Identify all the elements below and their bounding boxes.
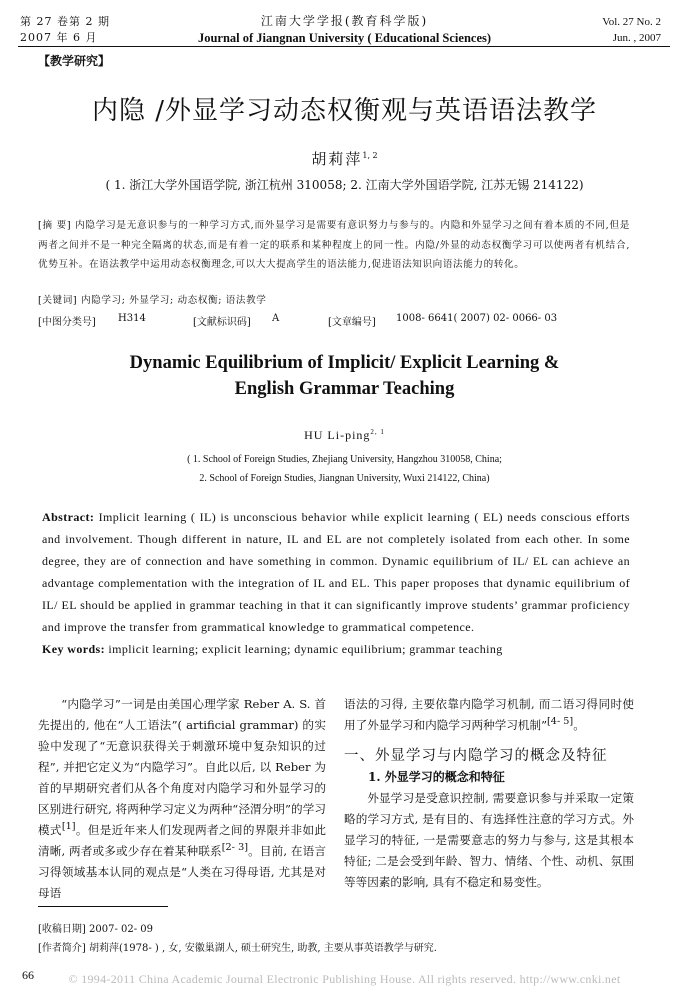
abstract-en-label: Abstract: bbox=[42, 510, 95, 524]
keywords-en-label: Key words: bbox=[42, 642, 105, 656]
body-right-text-b: 。 bbox=[573, 718, 585, 732]
journal-volume-info-en bbox=[602, 14, 661, 46]
body-column-right bbox=[344, 694, 634, 893]
author-bio-label: [作者简介] bbox=[38, 943, 86, 954]
keywords-en-text: implicit learning; explicit learning; dynamic equilibrium; grammar teaching bbox=[108, 642, 503, 656]
citation-ref: [2- 3] bbox=[221, 842, 249, 854]
author-en-sup: 2, 1 bbox=[370, 428, 385, 436]
received-date: 2007- 02- 09 bbox=[89, 924, 154, 935]
abstract-en bbox=[42, 506, 630, 660]
affiliation-en-line1: ( 1. School of Foreign Studies, Zhejiang University, Hangzhou 310058, China; bbox=[187, 454, 502, 465]
subsection-heading: 1. 外显学习的概念和特征 bbox=[368, 770, 505, 784]
citation-ref: [1] bbox=[61, 821, 76, 833]
footnote-divider bbox=[38, 906, 168, 907]
author-cn bbox=[0, 148, 689, 169]
page-number: 66 bbox=[22, 968, 34, 982]
volume-issue: 第 27 卷第 2 期 bbox=[20, 15, 110, 28]
journal-title-en: Journal of Jiangnan University ( Educational Sciences) bbox=[197, 31, 492, 45]
header-divider bbox=[18, 46, 670, 47]
keywords-cn bbox=[38, 292, 266, 306]
footnote-author-bio bbox=[38, 939, 437, 954]
body-left-text-a: “内隐学习”一词是由美国心理学家 Reber A. S. 首先提出的, 他在“人工语法”( artificial grammar) 的实验中发现了“无意识获得关于刺激环境中复杂知识的过程”, 并把它定义为“内隐学习”。自此以后, 以 Reber 为首的早期研究者们从各个角度对内隐学习和外显学习的区别进行研究, 将两种学习定义为两种“泾渭分明”的学习模式 bbox=[38, 697, 326, 837]
body-left-text-c: 。目前, 在语言习得领域基本认同的观点是“人类在习得母语, 尤其是对母语 bbox=[38, 844, 327, 900]
body-left-text-b: 。但是近年来人们发现两者之间的界限并非如此清晰, 两者或多或少存在着某种联系 bbox=[38, 823, 326, 858]
affiliation-cn: ( 1. 浙江大学外国语学院, 浙江杭州 310058; 2. 江南大学外国语学院, 江苏无锡 214122) bbox=[105, 178, 584, 192]
abstract-en-paragraph bbox=[42, 506, 630, 638]
doc-code-value: A bbox=[272, 313, 280, 324]
issue-date-en: Jun. , 2007 bbox=[612, 32, 661, 44]
body-right-paragraph: 外显学习是受意识控制, 需要意识参与并采取一定策略的学习方式, 是有目的、有选择性注意的学习方式。外显学习的特征, 一是需要意志的努力与参与, 这是其根本特征; 二是会受到年龄、智力、情绪、个性、动机、氛围等等因素的影响, 具有不稳定和易变性。 bbox=[344, 791, 634, 889]
affiliation-en bbox=[0, 450, 689, 488]
received-label: [收稿日期] bbox=[38, 924, 86, 935]
doc-code-label: [文献标识码] bbox=[193, 317, 251, 328]
abstract-cn-label: [摘 要] bbox=[38, 220, 72, 231]
title-en-line1: Dynamic Equilibrium of Implicit/ Explicit Learning & bbox=[129, 353, 560, 373]
article-title-en bbox=[0, 350, 689, 402]
article-number-value: 1008- 6641( 2007) 02- 0066- 03 bbox=[396, 313, 558, 324]
footnote-received bbox=[38, 920, 153, 935]
abstract-en-text: Implicit learning ( IL) is unconscious behavior while explicit learning ( EL) needs conscious efforts and involvement. Though different in nature, IL and EL are not completely isolated from each other. In some degree, they are of connection and have something in common. Dynamic equilibrium of IL/ EL can achieve an advantage complementation with the integration of IL and EL. This paper proposes that dynamic equilibrium of IL/ EL should be applied in grammar teaching in that it can significantly improve students’ grammar proficiency and improve the transfer from grammatical knowledge to grammatical competence. bbox=[42, 510, 630, 634]
copyright-footer: © 1994-2011 China Academic Journal Electronic Publishing House. All rights reserved. http://www.cnki.net bbox=[68, 972, 621, 986]
body-column-left bbox=[38, 694, 326, 904]
body-right-continuation bbox=[344, 694, 634, 736]
keywords-en bbox=[42, 638, 630, 660]
abstract-cn-text: 内隐学习是无意识参与的一种学习方式,而外显学习是需要有意识努力与参与的。内隐和外显学习之间有着本质的不同,但是两者之间并不是一种完全隔离的状态,而是有着一定的联系和某种程度上的同一性。内隐/外显的动态权衡学习可以使两者有机结合,优势互补。在语法教学中运用动态权衡理念,可以大大提高学生的语法能力,促进语法知识向语法能力的转化。 bbox=[38, 220, 630, 270]
keywords-cn-label: [关键词] bbox=[38, 295, 78, 306]
clc-value: H314 bbox=[118, 313, 146, 324]
title-en-line2: English Grammar Teaching bbox=[234, 379, 455, 399]
citation-ref: [4- 5] bbox=[547, 716, 574, 728]
affiliation-en-line2: 2. School of Foreign Studies, Jiangnan University, Wuxi 214122, China) bbox=[199, 473, 490, 484]
issue-date: 2007 年 6 月 bbox=[20, 31, 98, 44]
journal-title-cn: 江南大学学报(教育科学版) bbox=[260, 14, 429, 28]
volume-issue-en: Vol. 27 No. 2 bbox=[602, 16, 661, 28]
author-en bbox=[0, 428, 689, 443]
author-name-cn: 胡莉萍 bbox=[311, 150, 363, 168]
article-title-cn: 内隐 /外显学习动态权衡观与英语语法教学 bbox=[91, 96, 598, 126]
body-right-text-a: 语法的习得, 主要依靠内隐学习机制, 而二语习得同时使用了外显学习和内隐学习两种学习机制” bbox=[344, 697, 634, 732]
article-number-label: [文章编号] bbox=[328, 317, 376, 328]
section-tag: 【教学研究】 bbox=[38, 54, 111, 68]
author-affil-sup: 1, 2 bbox=[362, 151, 378, 160]
author-name-en: HU Li-ping bbox=[304, 428, 371, 442]
clc-label: [中图分类号] bbox=[38, 317, 96, 328]
section-heading: 一、外显学习与内隐学习的概念及特征 bbox=[344, 748, 608, 764]
author-bio-text: 胡莉萍(1978- ) , 女, 安徽巢湖人, 硕士研究生, 助教, 主要从事英语教学与研究. bbox=[89, 943, 437, 954]
journal-title-block bbox=[0, 12, 689, 46]
keywords-cn-text: 内隐学习; 外显学习; 动态权衡; 语法教学 bbox=[80, 295, 267, 306]
abstract-cn bbox=[38, 216, 630, 275]
